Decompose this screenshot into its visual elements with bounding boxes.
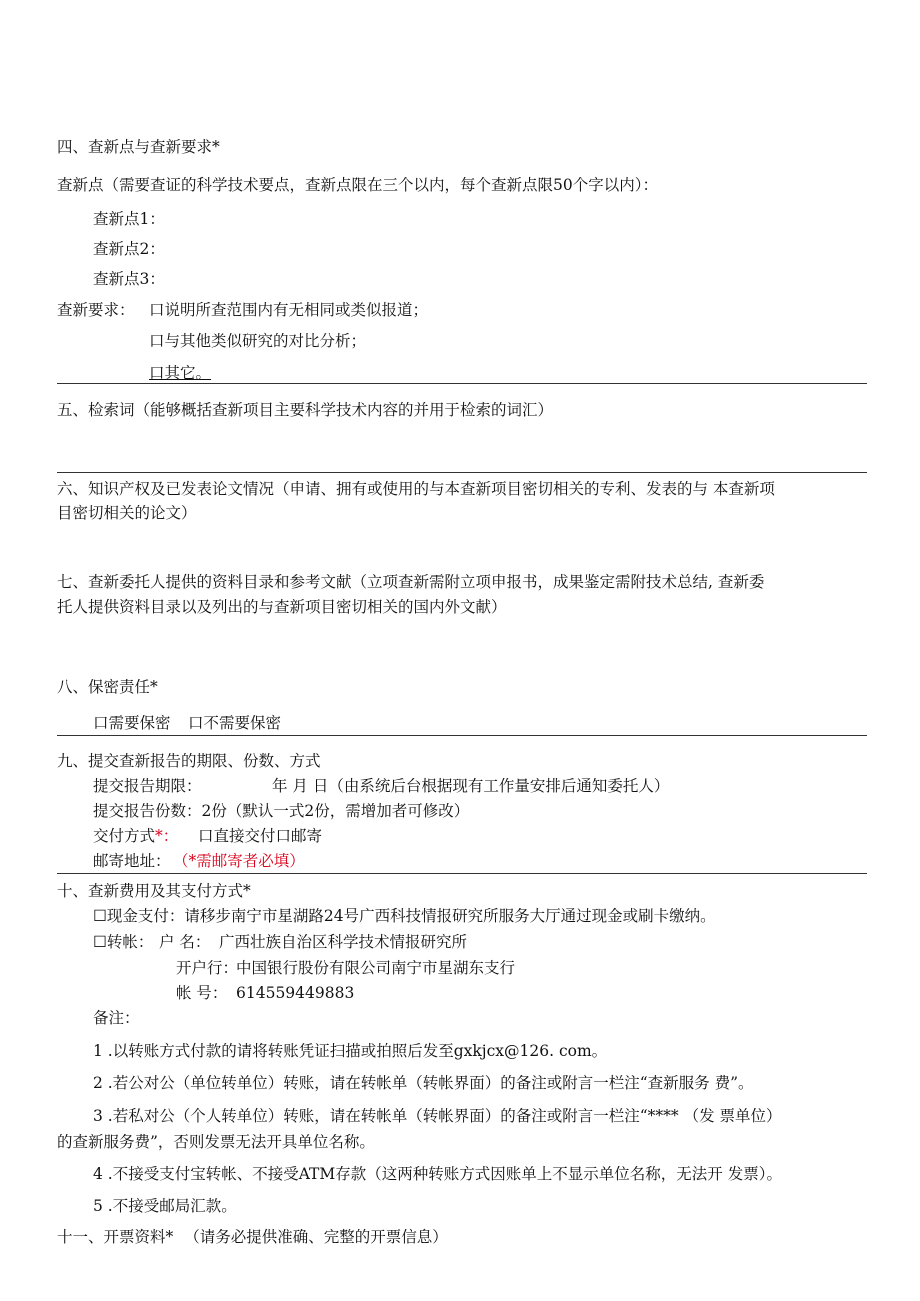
section9-heading: 九、提交查新报告的期限、份数、方式 bbox=[57, 752, 321, 770]
delivery-method-text: 交付方式 bbox=[93, 827, 156, 845]
bank-name: 中国银行股份有限公司南宁市星湖东支行 bbox=[236, 959, 516, 977]
delivery-method-label bbox=[93, 826, 178, 846]
query-point-3-label: 查新点3： bbox=[93, 270, 165, 288]
section6-heading-line1: 六、知识产权及已发表论文情况（申请、拥有或使用的与本查新项目密切相关的专利、发表的与 本查新项 bbox=[57, 480, 775, 498]
note-2: 2 .若公对公（单位转单位）转账，请在转帐单（转帐界面）的备注或附言一栏注“查新服务 费”。 bbox=[93, 1074, 754, 1092]
requirement-option-2[interactable]: 口与其他类似研究的对比分析； bbox=[149, 332, 367, 350]
divider bbox=[57, 873, 867, 874]
required-star: * bbox=[155, 827, 163, 845]
account-name: 广西壮族自治区科学技术情报研究所 bbox=[219, 933, 468, 951]
delivery-colon: ： bbox=[162, 827, 179, 845]
bank-label: 开户行： bbox=[176, 959, 239, 977]
divider bbox=[57, 472, 867, 473]
section11-title: 十一、开票资料* bbox=[57, 1228, 174, 1246]
note-3-line1: 3 .若私对公（个人转单位）转账，请在转帐单（转帐界面）的备注或附言一栏注“**** （发 票单位） bbox=[93, 1107, 782, 1125]
note-5: 5 .不接受邮局汇款。 bbox=[93, 1197, 237, 1215]
section11-note: （请务必提供准确、完整的开票信息） bbox=[184, 1228, 448, 1246]
requirement-option-3[interactable]: 口其它。 bbox=[149, 364, 212, 382]
section4-heading: 四、查新点与查新要求* bbox=[57, 138, 220, 156]
note-1: 1 .以转账方式付款的请将转账凭证扫描或拍照后发至gxkjcx@126. com。 bbox=[93, 1042, 608, 1060]
deadline-label: 提交报告期限： bbox=[93, 777, 202, 795]
section10-heading: 十、查新费用及其支付方式* bbox=[57, 882, 251, 900]
deadline-value: 年 月 日（由系统后台根据现有工作量安排后通知委托人） bbox=[272, 777, 670, 795]
transfer-option[interactable]: ☐转帐： bbox=[93, 933, 154, 951]
section7-heading-line2: 托人提供资料目录以及列出的与查新项目密切相关的国内外文献） bbox=[57, 598, 507, 616]
section4-points-intro: 查新点（需要查证的科学技术要点，查新点限在三个以内，每个查新点限50个字以内）： bbox=[57, 176, 658, 194]
notes-label: 备注： bbox=[93, 1009, 140, 1027]
query-point-2-label: 查新点2： bbox=[93, 240, 165, 258]
query-point-1-label: 查新点1： bbox=[93, 210, 165, 228]
report-copies: 提交报告份数：2份（默认一式2份，需增加者可修改） bbox=[93, 802, 470, 820]
section7-heading-line1: 七、查新委托人提供的资料目录和参考文献（立项查新需附立项申报书，成果鉴定需附技术总结, 查新委 bbox=[57, 573, 765, 591]
section11-heading bbox=[57, 1227, 448, 1247]
note-3-line2: 的查新服务费”，否则发票无法开具单位名称。 bbox=[57, 1133, 375, 1151]
cash-payment-option[interactable]: ☐现金支付：请移步南宁市星湖路24号广西科技情报研究所服务大厅通过现金或刷卡缴纳。 bbox=[93, 907, 716, 925]
account-number: 614559449883 bbox=[236, 984, 355, 1002]
divider bbox=[57, 383, 867, 384]
confidential-option[interactable]: 口需要保密 bbox=[93, 714, 171, 732]
section8-heading: 八、保密责任* bbox=[57, 678, 158, 696]
requirements-label: 查新要求： bbox=[57, 301, 135, 319]
account-name-label: 户 名： bbox=[159, 933, 211, 951]
requirement-option-1[interactable]: 口说明所查范围内有无相同或类似报道； bbox=[149, 301, 429, 319]
not-confidential-option[interactable]: 口不需要保密 bbox=[188, 714, 282, 732]
mailing-address-note: （*需邮寄者必填） bbox=[173, 852, 305, 870]
section5-heading: 五、检索词（能够概括查新项目主要科学技术内容的并用于检索的词汇） bbox=[57, 401, 554, 419]
section6-heading-line2: 目密切相关的论文） bbox=[57, 504, 197, 522]
delivery-method-options[interactable]: 口直接交付口邮寄 bbox=[198, 827, 323, 845]
divider bbox=[57, 735, 867, 736]
account-number-label: 帐 号： bbox=[176, 984, 228, 1002]
mailing-address-label: 邮寄地址： bbox=[93, 852, 171, 870]
note-4: 4 .不接受支付宝转帐、不接受ATM存款（这两种转账方式因账单上不显示单位名称，无法开 发票）。 bbox=[93, 1165, 782, 1183]
